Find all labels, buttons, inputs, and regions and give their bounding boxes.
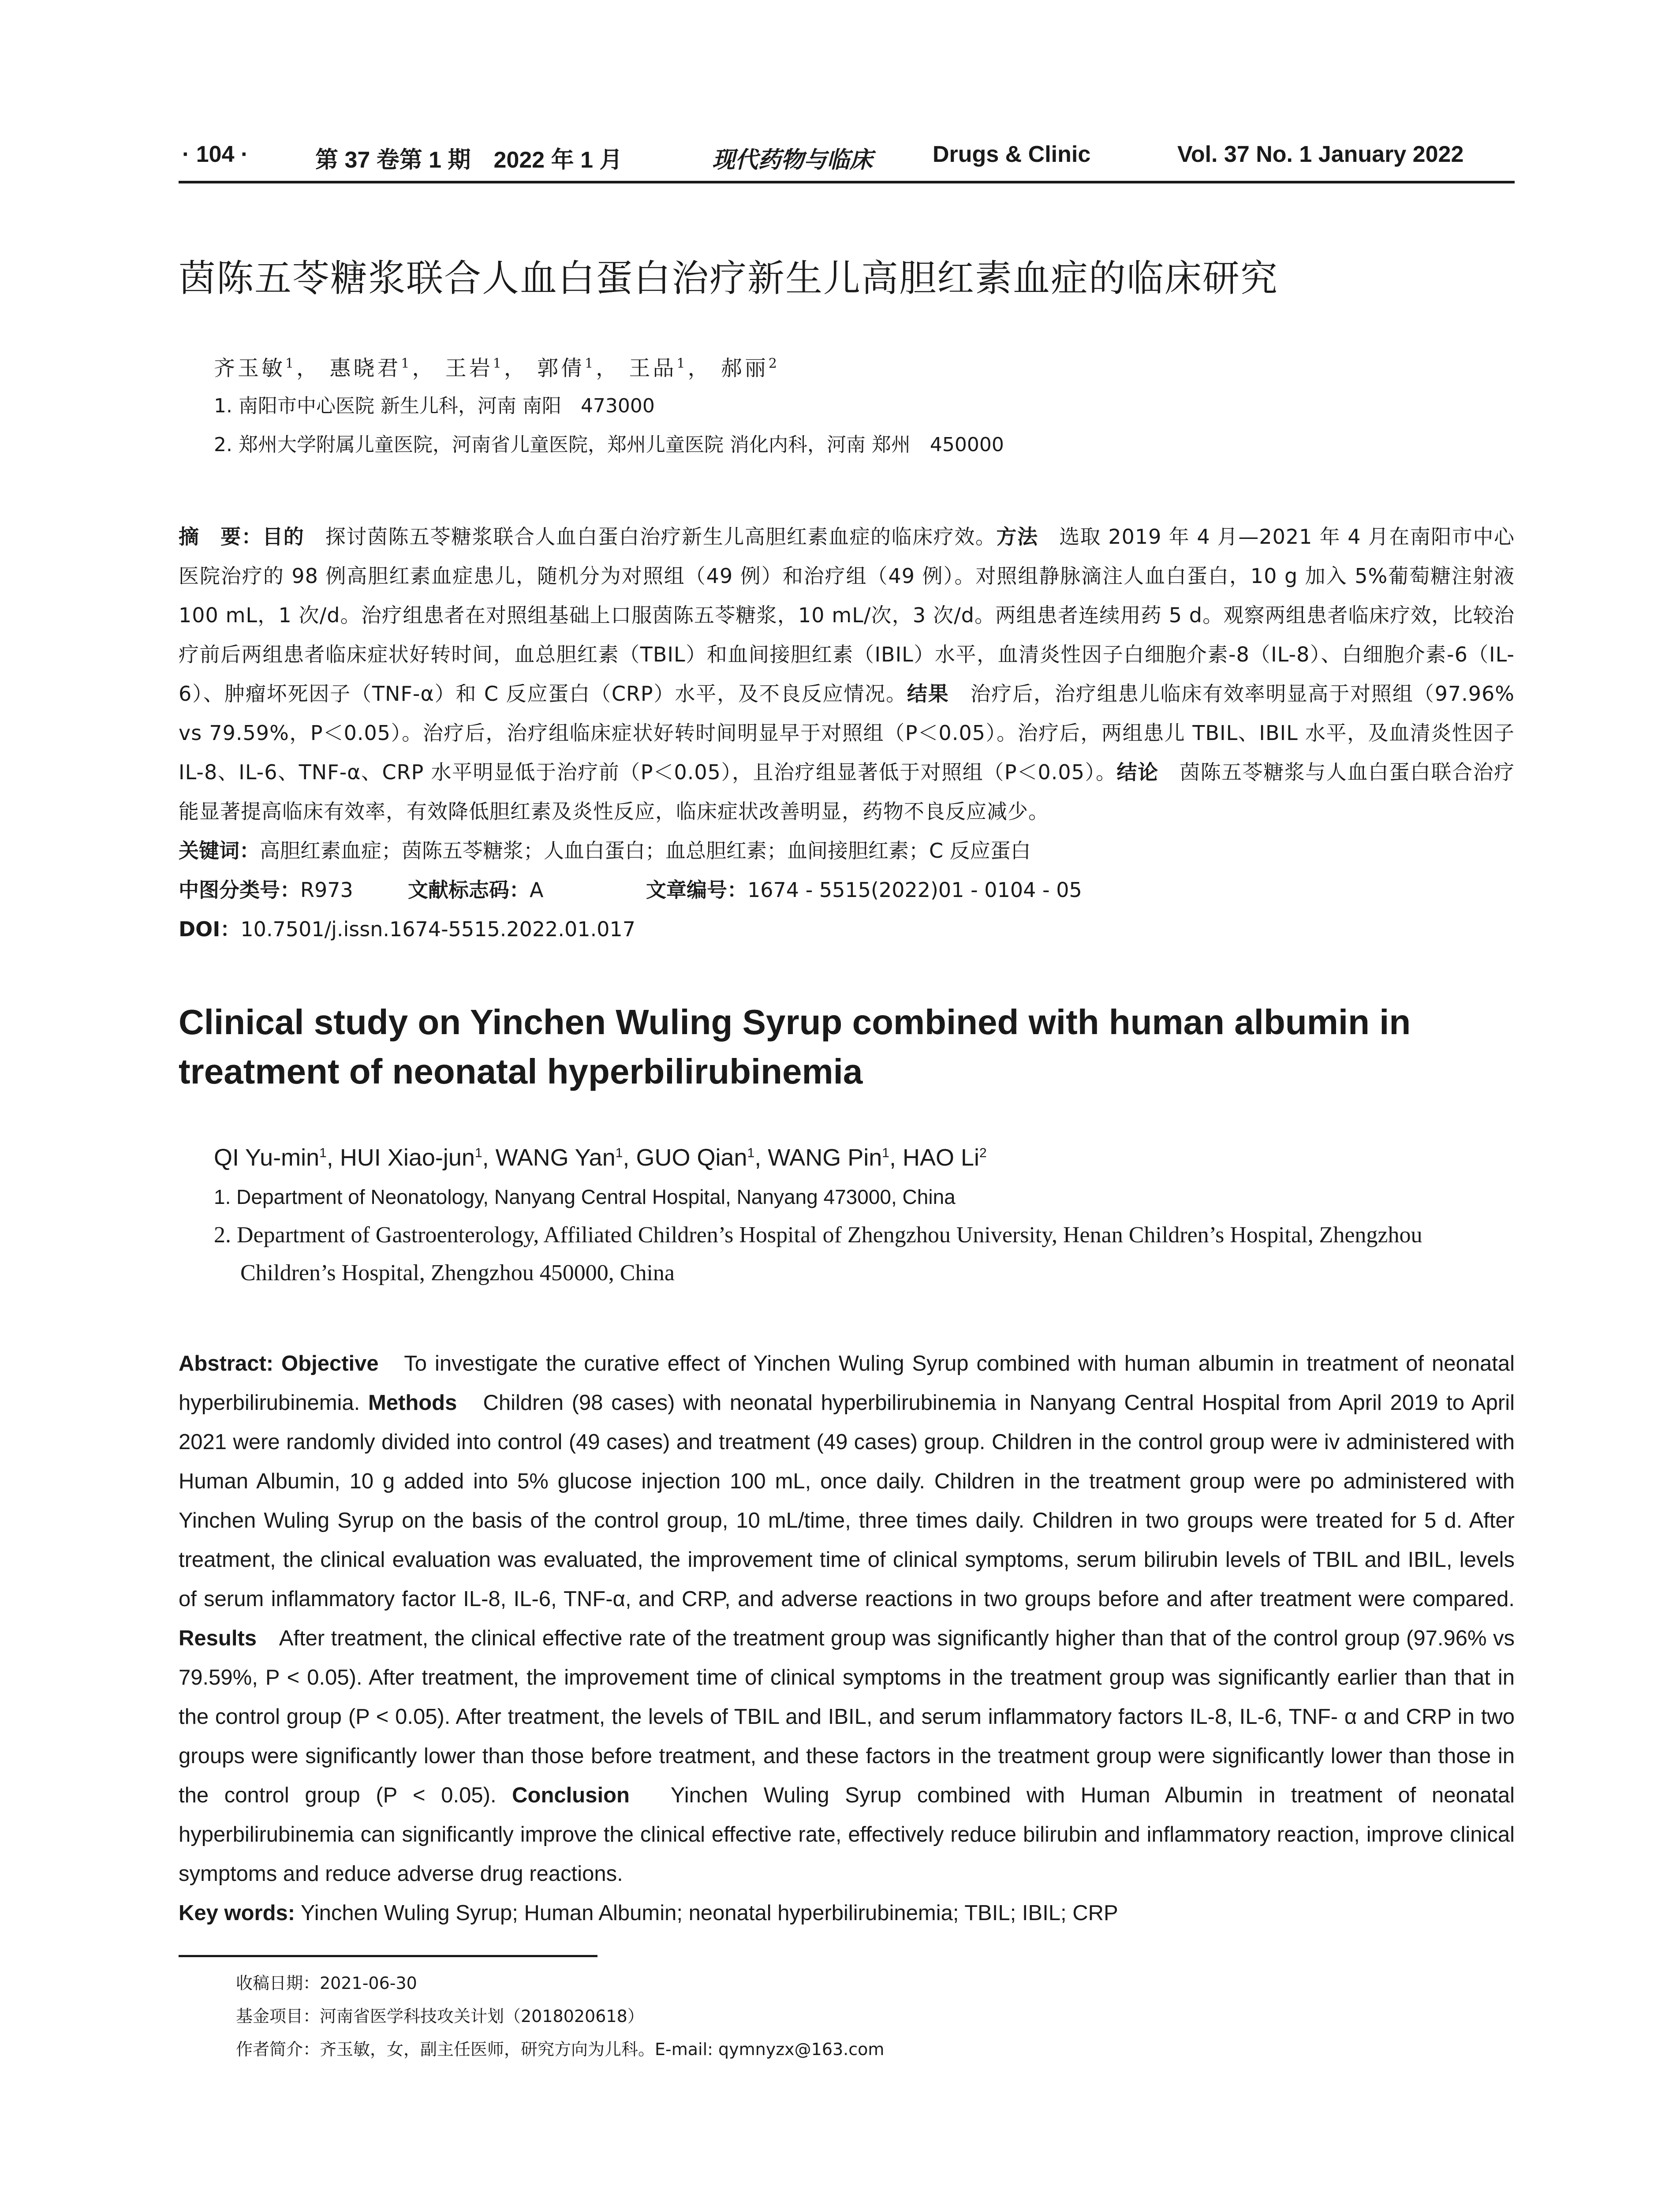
funding-info: 基金项目：河南省医学科技攻关计划（2018020618） [236,2007,644,2026]
results-text: After treatment, the clinical effective rate of the treatment group was significantly higher than that of the control group (97.96% vs 79.59%, P < 0.05). After treatment, the improvement time of clinical symptoms in the treatment group was significantly earlier than that in the control group (P < 0.05). After treatment, the levels of TBIL and IBIL, and serum inflammatory factors IL-8, IL-6, TNF- α and CRP in two groups were significantly lower than those before treatment, and these factors in the treatment group were significantly lower than those in the control group (P < 0.05). [179,1626,1515,1807]
methods-text: 选取 2019 年 4 月—2021 年 4 月在南阳市中心医院治疗的 98 例高胆红素血症患儿，随机分为对照组（49 例）和治疗组（49 例）。对照组静脉滴注人血白蛋白，10 g 加入 5%葡萄糖注射液 100 mL，1 次/d。治疗组患者在对照组基础上口服茵陈五苓糖浆，10 mL/次，3 次/d。两组患者连续用药 5 d。观察两组患者临床疗效，比较治疗前后两组患者临床症状好转时间，血总胆红素（TBIL）和血间接胆红素（IBIL）水平，血清炎性因子白细胞介素-8（IL-8）、白细胞介素-6（IL-6）、肿瘤坏死因子（TNF-α）和 C 反应蛋白（CRP）水平，及不良反应情况。 [179,525,1515,706]
received-date: 收稿日期：2021-06-30 [236,1973,417,1993]
abstract-label: Abstract: [179,1352,274,1375]
abstract-cn [179,517,1515,831]
author-name: HUI Xiao-jun [340,1144,475,1171]
results-label: 结果 [907,682,949,706]
author-name: 齐玉敏 [214,356,286,381]
author-affiliation-mark: 1 [401,356,412,371]
author-affiliation-mark: 1 [474,1146,482,1160]
objective-label: 目的 [262,525,305,549]
keywords-label: 关键词： [179,839,260,863]
doi-label: DOI： [179,917,241,941]
methods-label: 方法 [996,525,1038,549]
methods-text: Children (98 cases) with neonatal hyperbilirubinemia in Nanyang Central Hospital from April 2019 to April 2021 were randomly divided into control (49 cases) and treatment (49 cases) group. Children in the control group were iv administered with Human Albumin, 10 g added into 5% glucose injection 100 mL, once daily. Children in the treatment group were po administered with Yinchen Wuling Syrup on the basis of the control group, 10 mL/time, three times daily. Children in two groups were treated for 5 d. After treatment, the clinical evaluation was evaluated, the improvement time of clinical symptoms, serum bilirubin levels of TBIL and IBIL, levels of serum inflammatory factor IL-8, IL-6, TNF-α, and CRP, and adverse reactions in two groups before and after treatment were compared. [179,1391,1515,1611]
article-title-cn: 茵陈五苓糖浆联合人血白蛋白治疗新生儿高胆红素血症的临床研究 [179,257,1279,300]
objective-label: Objective [281,1352,379,1375]
affiliation-en-2: 2. Department of Gastroenterology, Affiliated Children’s Hospital of Zhengzhou University, Henan Children’s Hospital, Zhengzhou Children’s Hospital, Zhengzhou 450000, China [214,1222,1422,1286]
affiliation-en-1: 1. Department of Neonatology, Nanyang Central Hospital, Nanyang 473000, China [214,1185,956,1208]
author-affiliation-mark: 1 [615,1146,623,1160]
abstract-label: 摘 要： [179,525,263,549]
author-name: HAO Li [902,1144,980,1171]
conclusion-text: Yinchen Wuling Syrup combined with Human Albumin in treatment of neonatal hyperbilirubinemia can significantly improve the clinical effective rate, effectively reduce bilirubin and inflammatory reaction, improve clinical symptoms and reduce adverse drug reactions. [179,1783,1515,1886]
conclusion-label: 结论 [1116,760,1159,784]
author-name: WANG Yan [495,1144,616,1171]
article-title-en: Clinical study on Yinchen Wuling Syrup combined with human albumin in treatment of neonatal hyperbilirubinemia [179,1002,1411,1091]
author-affiliation-mark: 1 [319,1146,327,1160]
keywords-cn [179,831,1515,871]
objective-text: 探讨茵陈五苓糖浆联合人血白蛋白治疗新生儿高胆红素血症的临床疗效。 [304,525,997,549]
journal-name-en: Drugs & Clinic [933,142,1091,167]
author-affiliation-mark: 2 [768,356,780,371]
page-number: · 104 · [182,142,249,167]
author-name: 王品 [629,356,677,381]
author-name: 惠晓君 [329,356,401,381]
volume-issue-cn: 第 37 卷第 1 期 2022 年 1 月 [315,147,623,173]
methods-label: Methods [368,1391,457,1415]
volume-issue-en: Vol. 37 No. 1 January 2022 [1177,142,1464,167]
affiliation-cn-1: 1. 南阳市中心医院 新生儿科，河南 南阳 473000 [214,395,655,417]
author-affiliation-mark: 1 [676,356,688,371]
author-bio: 作者简介：齐玉敏，女，副主任医师，研究方向为儿科。E-mail: qymnyzx@163.com [236,2040,885,2059]
author-name: GUO Qian [636,1144,747,1171]
classification-line [179,871,1515,910]
author-list-en: QI $Yu-\min^1$, HUI Xiao-jun$^1$, WANG Yan$^1$, GUO Qian$^1$, WANG Pin$^1$, HAO Li$^2$ [214,1144,987,1171]
abstract-en [179,1344,1515,1894]
document-code-label: 文献标志码： [408,878,530,902]
results-label: Results [179,1626,257,1650]
conclusion-text: 茵陈五苓糖浆与人血白蛋白联合治疗能显著提高临床有效率，有效降低胆红素及炎性反应，临床症状改善明显，药物不良反应减少。 [179,760,1515,823]
doi-line [179,910,1515,949]
author-affiliation-mark: 1 [585,356,596,371]
affiliation-cn-2: 2. 郑州大学附属儿童医院，河南省儿童医院，郑州儿童医院 消化内科，河南 郑州 450000 [214,434,1004,456]
running-header [179,132,1515,183]
footnotes [236,1967,1515,2066]
results-text: 治疗后，治疗组患儿临床有效率明显高于对照组（97.96% vs 79.59%，P＜0.05）。治疗后，治疗组临床症状好转时间明显早于对照组（P＜0.05）。治疗后，两组患儿 TBIL、IBIL 水平，及血清炎性因子 IL-8、IL-6、TNF-α、CRP 水平明显低于治疗前（P＜0.05），且治疗组显著低于对照组（P＜0.05）。 [179,682,1515,784]
footnote-divider [179,1955,597,1957]
keywords-text: Yinchen Wuling Syrup; Human Albumin; neonatal hyperbilirubinemia; TBIL; IBIL; CRP [295,1901,1118,1925]
keywords-text: 高胆红素血症；茵陈五苓糖浆；人血白蛋白；血总胆红素；血间接胆红素；C 反应蛋白 [260,839,1031,863]
keywords-en [179,1894,1515,1933]
author-affiliation-mark: 1 [285,356,297,371]
author-name: QI Yu-min [214,1144,320,1171]
author-affiliation-mark: 1 [882,1146,889,1160]
clc-value: R973 [300,878,353,902]
conclusion-label: Conclusion [512,1783,630,1807]
author-name: 王岩 [445,356,493,381]
author-name: 郝丽 [721,356,769,381]
author-list-cn: 齐玉敏$^1$， 惠晓君$^1$， 王岩$^1$， 郭倩$^1$， 王品$^1$， 郝丽$^2$ [214,356,780,381]
article-number-value: 1674 - 5515(2022)01 - 0104 - 05 [747,878,1082,902]
journal-name-cn: 现代药物与临床 [712,146,873,173]
author-name: WANG Pin [768,1144,882,1171]
document-code-value: A [530,878,544,902]
author-affiliation-mark: 1 [747,1146,755,1160]
author-affiliation-mark: 1 [493,356,504,371]
clc-label: 中图分类号： [179,878,300,902]
author-affiliation-mark: 2 [979,1146,987,1160]
author-name: 郭倩 [537,356,585,381]
article-page [179,132,1515,2066]
objective-text: To investigate the curative effect of Yinchen Wuling Syrup combined with human albumin in treatment of neonatal hyperbilirubinemia. [179,1352,1515,1415]
keywords-label: Key words: [179,1901,295,1925]
doi-link[interactable]: 10.7501/j.issn.1674-5515.2022.01.017 [240,917,636,941]
article-number-label: 文章编号： [646,878,747,902]
